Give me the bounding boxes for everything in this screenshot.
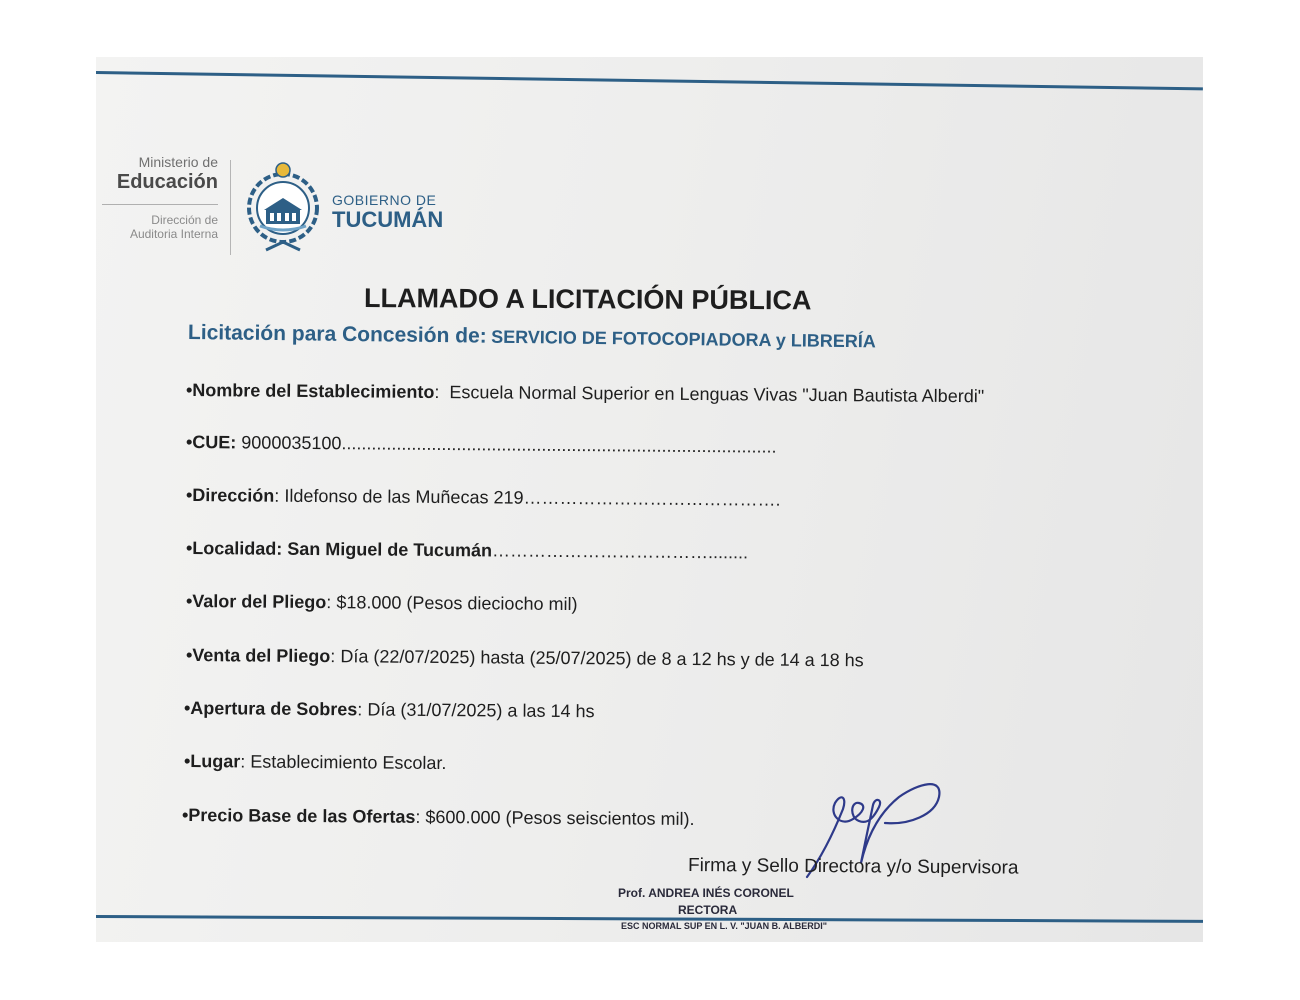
- government-logo-text: [332, 192, 443, 232]
- field-lugar: [184, 751, 447, 774]
- subtitle: [188, 321, 876, 353]
- tucuman-seal-icon: [244, 160, 322, 260]
- field-value: 9000035100.......................................................................................: [241, 432, 777, 457]
- field-label: •Nombre del Establecimiento: [185, 380, 435, 402]
- stamp-title: RECTORA: [678, 903, 738, 917]
- top-divider-line: [96, 71, 1203, 90]
- stamp-school: ESC NORMAL SUP EN L. V. "JUAN B. ALBERDI": [621, 921, 828, 931]
- field-sep: :: [240, 751, 246, 772]
- field-value: Establecimiento Escolar.: [250, 751, 447, 774]
- document-page: [96, 57, 1203, 942]
- direction-line1: Dirección de: [151, 213, 218, 227]
- subtitle-prefix: Licitación para Concesión de:: [187, 321, 487, 348]
- field-label: •Venta del Pliego: [185, 645, 331, 667]
- field-value: Ildefonso de las Muñecas 219…………………………………….: [284, 485, 781, 510]
- field-valor-pliego: [186, 591, 578, 615]
- field-label: •Localidad: San Miguel de Tucumán: [185, 538, 493, 561]
- field-label: •Precio Base de las Ofertas: [181, 805, 416, 827]
- field-direccion: [186, 485, 781, 511]
- field-label: •CUE:: [185, 432, 237, 453]
- direction-line2: Auditoria Interna: [129, 227, 218, 241]
- field-cue: [186, 432, 777, 458]
- field-value: ………………………………........: [491, 540, 749, 563]
- field-label: •Valor del Pliego: [185, 591, 327, 613]
- field-label: •Apertura de Sobres: [183, 698, 358, 720]
- field-sep: :: [415, 806, 421, 827]
- field-sep: :: [274, 485, 280, 506]
- field-venta-pliego: [186, 645, 864, 671]
- field-sep: :: [326, 592, 332, 613]
- field-localidad: [186, 538, 748, 563]
- gov-line2: TUCUMÁN: [332, 207, 444, 232]
- field-label: •Lugar: [183, 751, 241, 772]
- signature-caption: Firma y Sello Directora y/o Supervisora: [687, 855, 1019, 879]
- field-precio-base: [182, 805, 695, 830]
- stamp-name: Prof. ANDREA INÉS CORONEL: [618, 886, 794, 900]
- field-sep: :: [330, 646, 336, 667]
- ministry-line2: Educación: [116, 171, 218, 193]
- field-value: Día (22/07/2025) hasta (25/07/2025) de 8 a 12 hs y de 14 a 18 hs: [340, 646, 864, 671]
- ministry-line1: Ministerio de: [138, 154, 218, 170]
- document-title: LLAMADO A LICITACIÓN PÚBLICA: [363, 283, 812, 316]
- ministry-logo: [96, 154, 218, 241]
- field-value: $18.000 (Pesos dieciocho mil): [336, 592, 578, 615]
- field-label: •Dirección: [185, 485, 275, 506]
- subtitle-service: SERVICIO DE FOTOCOPIADORA y LIBRERÍA: [491, 326, 876, 352]
- field-apertura-sobres: [184, 698, 595, 722]
- logo-separator: [230, 160, 231, 255]
- field-value: Escuela Normal Superior en Lenguas Vivas "Juan Bautista Alberdi": [449, 382, 985, 407]
- gov-line1: GOBIERNO DE: [332, 192, 437, 208]
- field-sep: :: [357, 699, 363, 720]
- field-sep: :: [434, 381, 440, 402]
- ministry-divider: [102, 204, 218, 205]
- field-value: Día (31/07/2025) a las 14 hs: [367, 699, 595, 722]
- field-value: $600.000 (Pesos seiscientos mil).: [425, 806, 695, 830]
- field-nombre: [186, 380, 984, 407]
